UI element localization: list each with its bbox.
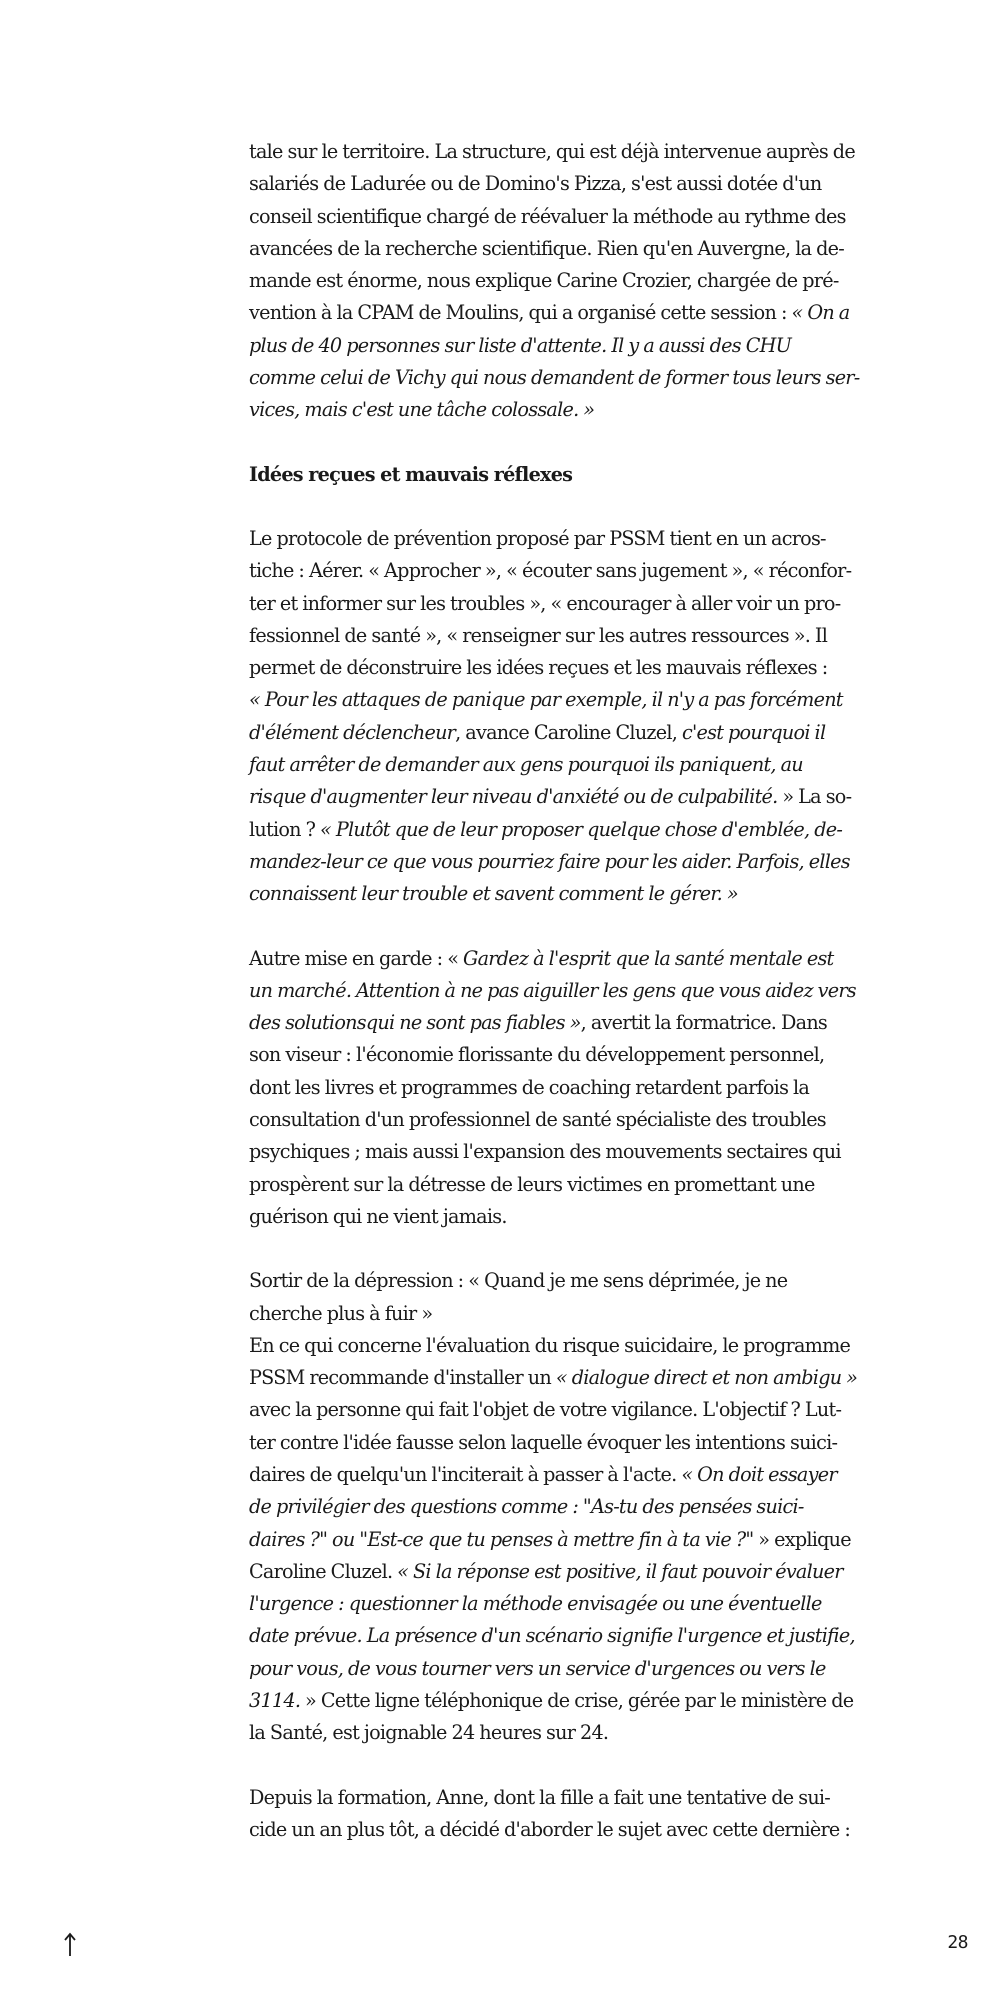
text-line <box>249 1104 826 1136</box>
text-line <box>249 1491 804 1523</box>
text-line <box>249 620 828 652</box>
text-line <box>249 1201 780 1233</box>
text-line <box>249 1459 837 1491</box>
text-segment: ter contre l'idée fausse selon laquelle évoquer les intentions suici- <box>249 1430 838 1454</box>
text-segment: cherche plus à fuir » <box>249 1301 433 1325</box>
paragraph-4 <box>249 1265 858 1749</box>
text-line <box>249 943 834 975</box>
paragraph-5 <box>249 1782 851 1847</box>
text-line <box>249 975 856 1007</box>
text-segment: PSSM recommande d'installer un <box>249 1366 556 1390</box>
italic-segment: connaissent leur trouble et savent comment le gérer. » <box>249 882 738 906</box>
text-line <box>249 1330 851 1362</box>
text-line <box>249 846 850 878</box>
text-line <box>249 878 780 910</box>
text-line <box>249 1782 831 1814</box>
text-line <box>249 1427 838 1459</box>
text-segment: salariés de Ladurée ou de Domino's Pizza, s'est aussi dotée d'un <box>249 172 822 196</box>
text-line <box>249 1717 780 1749</box>
text-line <box>249 136 855 168</box>
text-segment: Le protocole de prévention proposé par PSSM tient en un acros- <box>249 526 826 550</box>
italic-segment: « Pour les attaques de panique par exemple, il n'y a pas forcément <box>249 688 843 712</box>
text-line <box>249 1524 851 1556</box>
text-segment: , avance Caroline Cluzel, <box>455 720 682 744</box>
text-segment: » Cette ligne téléphonique de crise, gérée par le ministère de <box>300 1689 854 1713</box>
italic-segment: l'urgence : questionner la méthode envisagée ou une éventuelle <box>249 1592 822 1616</box>
text-segment: Caroline Cluzel. <box>249 1559 398 1583</box>
text-segment: prospèrent sur la détresse de leurs victimes en promettant une <box>249 1172 815 1196</box>
text-segment: Autre mise en garde : « <box>249 946 464 970</box>
up-arrow-icon[interactable] <box>60 1930 80 1960</box>
text-line <box>249 1556 843 1588</box>
italic-segment: comme celui de Vichy qui nous demandent de former tous leurs ser- <box>249 366 860 390</box>
italic-segment: « Plutôt que de leur proposer quelque chose d'emblée, de- <box>320 817 843 841</box>
text-segment: lution ? <box>249 817 320 841</box>
text-line <box>249 297 850 329</box>
text-line <box>249 555 852 587</box>
text-segment: tiche : Aérer. « Approcher », « écouter sans jugement », « réconfor- <box>249 559 852 583</box>
text-line <box>249 1814 851 1846</box>
text-line <box>249 1298 780 1330</box>
paragraph-3 <box>249 943 856 1234</box>
text-line <box>249 1394 842 1426</box>
italic-segment: 3114. <box>249 1689 301 1713</box>
text-segment: , avertit la formatrice. Dans <box>580 1011 828 1035</box>
text-line <box>249 523 826 555</box>
text-segment: psychiques ; mais aussi l'expansion des mouvements sectaires qui <box>249 1140 841 1164</box>
text-line <box>249 814 843 846</box>
text-segment: permet de déconstruire les idées reçues et les mauvais réflexes : <box>249 656 828 680</box>
text-line <box>249 1588 822 1620</box>
italic-segment: « Si la réponse est positive, il faut pouvoir évaluer <box>397 1559 843 1583</box>
italic-segment: un marché. Attention à ne pas aiguiller les gens que vous aidez vers <box>249 978 856 1002</box>
text-segment: conseil scientifique chargé de réévaluer la méthode au rythme des <box>249 204 846 228</box>
text-segment: fessionnel de santé », « renseigner sur les autres ressources ». Il <box>249 623 828 647</box>
text-line <box>249 330 792 362</box>
italic-segment: faut arrêter de demander aux gens pourquoi ils paniquent, au <box>249 753 803 777</box>
text-segment: ter et informer sur les troubles », « encourager à aller voir un pro- <box>249 591 841 615</box>
italic-segment: « On a <box>791 301 850 325</box>
text-line <box>249 1685 854 1717</box>
text-segment: En ce qui concerne l'évaluation du risque suicidaire, le programme <box>249 1333 851 1357</box>
text-line <box>249 265 839 297</box>
text-line <box>249 588 841 620</box>
text-line <box>249 233 845 265</box>
text-segment: » explique <box>753 1527 851 1551</box>
text-line <box>249 201 846 233</box>
text-line <box>249 781 852 813</box>
text-segment: vention à la CPAM de Moulins, qui a organisé cette session : <box>249 301 792 325</box>
text-line <box>249 168 822 200</box>
italic-segment: Gardez à l'esprit que la santé mentale est <box>463 946 834 970</box>
italic-segment: c'est pourquoi il <box>681 720 826 744</box>
paragraph-2 <box>249 523 852 911</box>
text-segment: la Santé, est joignable 24 heures sur 24. <box>249 1721 609 1745</box>
text-line <box>249 684 843 716</box>
italic-segment: daires ?" ou "Est-ce que tu penses à mettre fin à ta vie ?" <box>249 1527 754 1551</box>
text-line <box>249 394 780 426</box>
italic-segment: vices, mais c'est une tâche colossale. » <box>249 398 595 422</box>
paragraph-1 <box>249 136 860 427</box>
text-line <box>249 1620 855 1652</box>
text-line <box>249 1072 810 1104</box>
article-body <box>249 136 860 1846</box>
text-segment: cide un an plus tôt, a décidé d'aborder le sujet avec cette dernière : <box>249 1817 851 1841</box>
italic-segment: pour vous, de vous tourner vers un service d'urgences ou vers le <box>249 1656 826 1680</box>
italic-segment: risque d'augmenter leur niveau d'anxiété ou de culpabilité. <box>249 785 778 809</box>
section-heading: Idées reçues et mauvais réflexes <box>249 462 573 486</box>
italic-segment: date prévue. La présence d'un scénario signifie l'urgence et justifie, <box>249 1624 855 1648</box>
text-line <box>249 652 828 684</box>
text-line <box>249 1136 841 1168</box>
text-segment: avancées de la recherche scientifique. Rien qu'en Auvergne, la de- <box>249 236 845 260</box>
text-segment: dont les livres et programmes de coaching retardent parfois la <box>249 1075 810 1099</box>
text-segment: guérison qui ne vient jamais. <box>249 1204 507 1228</box>
italic-segment: de privilégier des questions comme : "As-tu des pensées suici- <box>249 1495 804 1519</box>
text-segment: consultation d'un professionnel de santé spécialiste des troubles <box>249 1108 826 1132</box>
text-line <box>249 717 826 749</box>
text-segment: mande est énorme, nous explique Carine Crozier, chargée de pré- <box>249 269 839 293</box>
italic-segment: des solutionsqui ne sont pas fiables » <box>249 1011 581 1035</box>
text-line <box>249 362 860 394</box>
text-segment: Depuis la formation, Anne, dont la fille a fait une tentative de sui- <box>249 1785 831 1809</box>
text-segment: tale sur le territoire. La structure, qui est déjà intervenue auprès de <box>249 140 855 163</box>
text-segment: avec la personne qui fait l'objet de votre vigilance. L'objectif ? Lut- <box>249 1398 842 1422</box>
text-segment: son viseur : l'économie florissante du développement personnel, <box>249 1043 825 1067</box>
text-line <box>249 1169 815 1201</box>
text-line <box>249 1653 826 1685</box>
text-line <box>249 1362 858 1394</box>
italic-segment: « dialogue direct et non ambigu » <box>555 1366 858 1390</box>
text-segment: » La so- <box>777 785 852 809</box>
italic-segment: plus de 40 personnes sur liste d'attente. Il y a aussi des CHU <box>249 333 792 357</box>
text-line <box>249 1007 828 1039</box>
text-line <box>249 1265 788 1297</box>
text-segment: daires de quelqu'un l'inciterait à passer à l'acte. <box>249 1462 682 1486</box>
italic-segment: d'élément déclencheur <box>249 720 456 744</box>
page-number: 28 <box>947 1932 968 1953</box>
text-line <box>249 749 803 781</box>
text-segment: Sortir de la dépression : « Quand je me sens déprimée, je ne <box>249 1269 788 1293</box>
italic-segment: « On doit essayer <box>681 1462 837 1486</box>
italic-segment: mandez-leur ce que vous pourriez faire pour les aider. Parfois, elles <box>249 849 850 873</box>
text-line <box>249 1039 825 1071</box>
